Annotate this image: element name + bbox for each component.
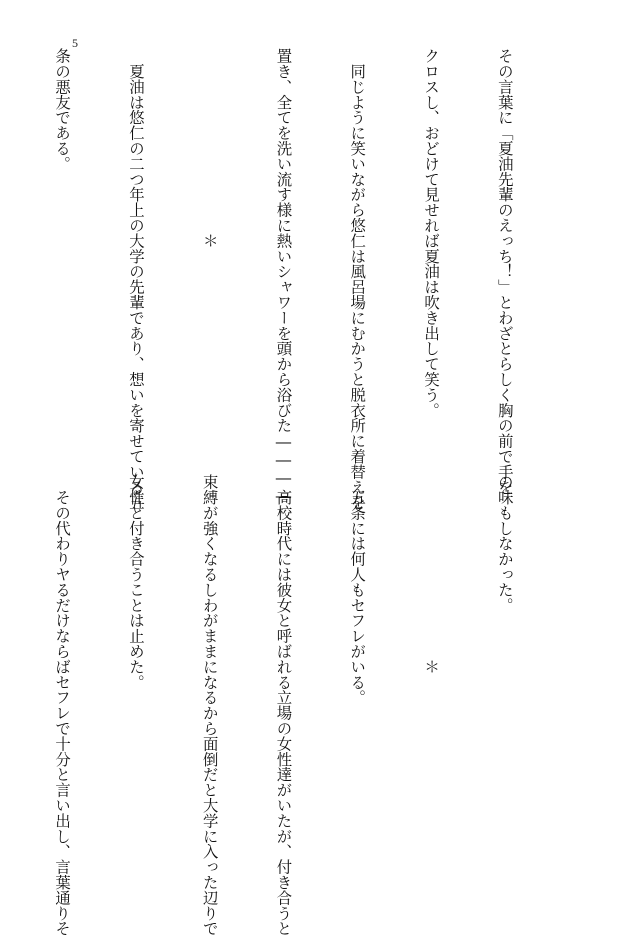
text-line: その言葉に「夏油先輩のえっち！」とわざとらしく胸の前で手を [492, 48, 517, 453]
text-line: 女性と付き合うことは止めた。 [123, 474, 148, 894]
text-line: の味もしなかった。 [492, 474, 517, 894]
section-break-asterisk: ＊ [418, 474, 443, 894]
page-number: 5 [72, 36, 78, 51]
text-line: 置き、全てを洗い流す様に熱いシャワーを頭から浴びた―――― [271, 48, 296, 453]
upper-text-block [0, 48, 566, 453]
text-line: 同じように笑いながら悠仁は風呂場にむかうと脱衣所に着替えを [345, 48, 370, 453]
text-line: 五条には何人もセフレがいる。 [345, 474, 370, 894]
text-line: 夏油は悠仁の二つ年上の大学の先輩であり、想いを寄せている五 [123, 48, 148, 453]
text-line: クロスし、おどけて見せれば夏油は吹き出して笑う。 [418, 48, 443, 453]
lower-text-block [0, 474, 566, 894]
text-line: 高校時代には彼女と呼ばれる立場の女性達がいたが、付き合うと [271, 474, 296, 894]
text-line: その代わりヤるだけならばセフレで十分と言い出し、言葉通りそ [50, 474, 75, 894]
text-line: 束縛が強くなるしわがままになるから面倒だと大学に入った辺りで [197, 474, 222, 894]
text-line: 条の悪友である。 [50, 48, 75, 453]
section-break-asterisk: ＊ [197, 48, 222, 453]
